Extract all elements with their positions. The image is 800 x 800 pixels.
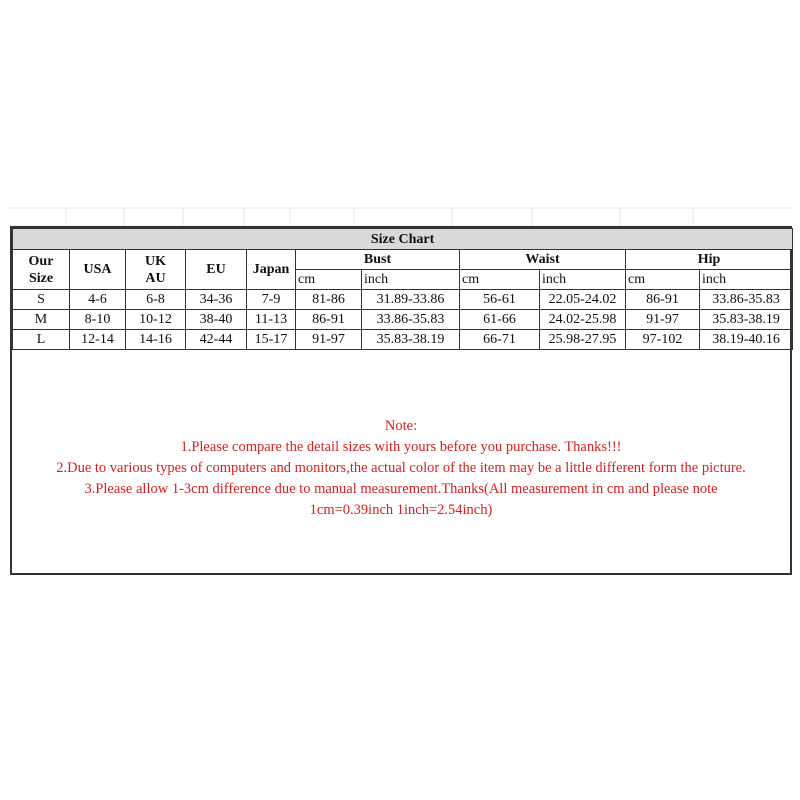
cell-uk-au: 10-12	[126, 310, 186, 330]
cell-bust-inch: 33.86-35.83	[362, 310, 460, 330]
cell-hip-cm: 91-97	[626, 310, 700, 330]
note-line-3: 3.Please allow 1-3cm difference due to manual measurement.Thanks(All measurement in cm and please note	[84, 481, 718, 497]
cell-eu: 38-40	[186, 310, 247, 330]
header-usa: USA	[70, 250, 126, 290]
cell-size: S	[13, 290, 70, 310]
cell-bust-cm: 86-91	[296, 310, 362, 330]
header-our-size	[13, 250, 70, 290]
cell-size: L	[13, 330, 70, 350]
cell-bust-inch: 31.89-33.86	[362, 290, 460, 310]
size-chart-sheet	[10, 226, 792, 575]
header-waist: Waist	[460, 250, 626, 270]
cell-waist-inch: 24.02-25.98	[540, 310, 626, 330]
subheader-bust-inch: inch	[362, 270, 460, 290]
cell-hip-inch: 33.86-35.83	[700, 290, 793, 310]
cell-usa: 8-10	[70, 310, 126, 330]
header-japan: Japan	[247, 250, 296, 290]
cell-usa: 4-6	[70, 290, 126, 310]
cell-waist-cm: 61-66	[460, 310, 540, 330]
title-row	[13, 229, 793, 250]
cell-usa: 12-14	[70, 330, 126, 350]
cell-japan: 7-9	[247, 290, 296, 310]
cell-waist-inch: 22.05-24.02	[540, 290, 626, 310]
header-uk-au	[126, 250, 186, 290]
cell-eu: 34-36	[186, 290, 247, 310]
header-uk-line: UK	[145, 253, 166, 269]
cell-bust-inch: 35.83-38.19	[362, 330, 460, 350]
cell-bust-cm: 81-86	[296, 290, 362, 310]
notes-heading: Note:	[384, 418, 418, 434]
notes-block	[12, 416, 790, 521]
header-bust: Bust	[296, 250, 460, 270]
cell-hip-cm: 97-102	[626, 330, 700, 350]
subheader-hip-inch: inch	[700, 270, 793, 290]
cell-uk-au: 14-16	[126, 330, 186, 350]
subheader-waist-cm: cm	[460, 270, 540, 290]
subheader-bust-cm: cm	[296, 270, 362, 290]
cell-waist-cm: 56-61	[460, 290, 540, 310]
cell-size: M	[13, 310, 70, 330]
cell-hip-inch: 38.19-40.16	[700, 330, 793, 350]
table-row	[13, 310, 793, 330]
table-row	[13, 330, 793, 350]
subheader-hip-cm: cm	[626, 270, 700, 290]
cell-eu: 42-44	[186, 330, 247, 350]
header-row-1	[13, 250, 793, 270]
note-line-1: 1.Please compare the detail sizes with yours before you purchase. Thanks!!!	[180, 439, 622, 455]
chart-title: Size Chart	[13, 229, 793, 250]
header-hip: Hip	[626, 250, 793, 270]
cell-uk-au: 6-8	[126, 290, 186, 310]
cell-japan: 11-13	[247, 310, 296, 330]
cell-waist-inch: 25.98-27.95	[540, 330, 626, 350]
cell-waist-cm: 66-71	[460, 330, 540, 350]
subheader-waist-inch: inch	[540, 270, 626, 290]
cell-hip-inch: 35.83-38.19	[700, 310, 793, 330]
header-our-size-line2: Size	[28, 270, 54, 286]
note-line-4: 1cm=0.39inch 1inch=2.54inch)	[309, 502, 493, 518]
header-our-size-line1: Our	[28, 253, 54, 269]
cell-hip-cm: 86-91	[626, 290, 700, 310]
size-chart-table	[12, 228, 793, 350]
table-row	[13, 290, 793, 310]
header-eu: EU	[186, 250, 247, 290]
cell-bust-cm: 91-97	[296, 330, 362, 350]
note-line-2: 2.Due to various types of computers and monitors,the actual color of the item may be a little different form the picture.	[56, 460, 746, 476]
header-au-line: AU	[145, 270, 166, 286]
cell-japan: 15-17	[247, 330, 296, 350]
